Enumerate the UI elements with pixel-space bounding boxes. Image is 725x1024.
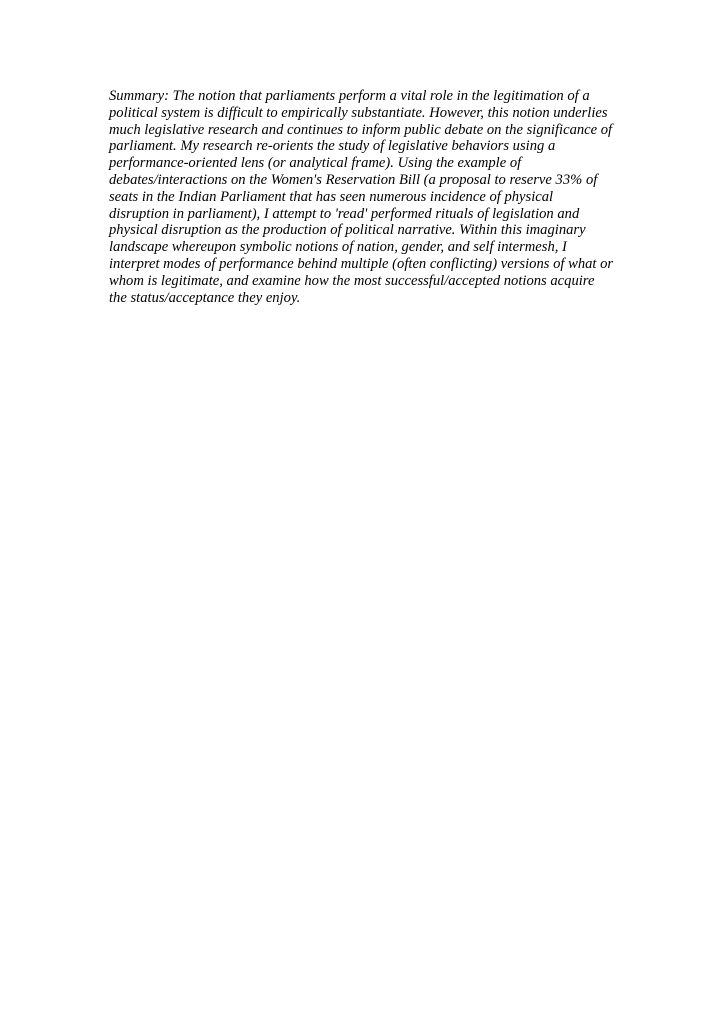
summary-line: political system is difficult to empirically substantiate. However, this notion underlies [109,104,608,121]
summary-line: whom is legitimate, and examine how the most successful/accepted notions acquire [109,272,595,289]
summary-line: seats in the Indian Parliament that has seen numerous incidence of physical [109,188,554,205]
summary-line: the status/acceptance they enjoy. [109,289,301,306]
summary-line: landscape whereupon symbolic notions of nation, gender, and self intermesh, I [109,239,567,256]
summary-line: performance-oriented lens (or analytical frame). Using the example of [109,155,522,172]
summary-line: parliament. My research re-orients the study of legislative behaviors using a [109,138,556,155]
summary-line: Summary: The notion that parliaments perform a vital role in the legitimation of a [109,88,590,104]
summary-line: much legislative research and continues to inform public debate on the significance of [109,121,613,138]
summary-paragraph [109,88,624,306]
summary-line: interpret modes of performance behind multiple (often conflicting) versions of what or [109,255,614,272]
summary-line: disruption in parliament), I attempt to 'read' performed rituals of legislation and [109,205,580,222]
summary-line: debates/interactions on the Women's Reservation Bill (a proposal to reserve 33% of [109,171,598,188]
summary-line: physical disruption as the production of political narrative. Within this imaginary [109,222,586,239]
